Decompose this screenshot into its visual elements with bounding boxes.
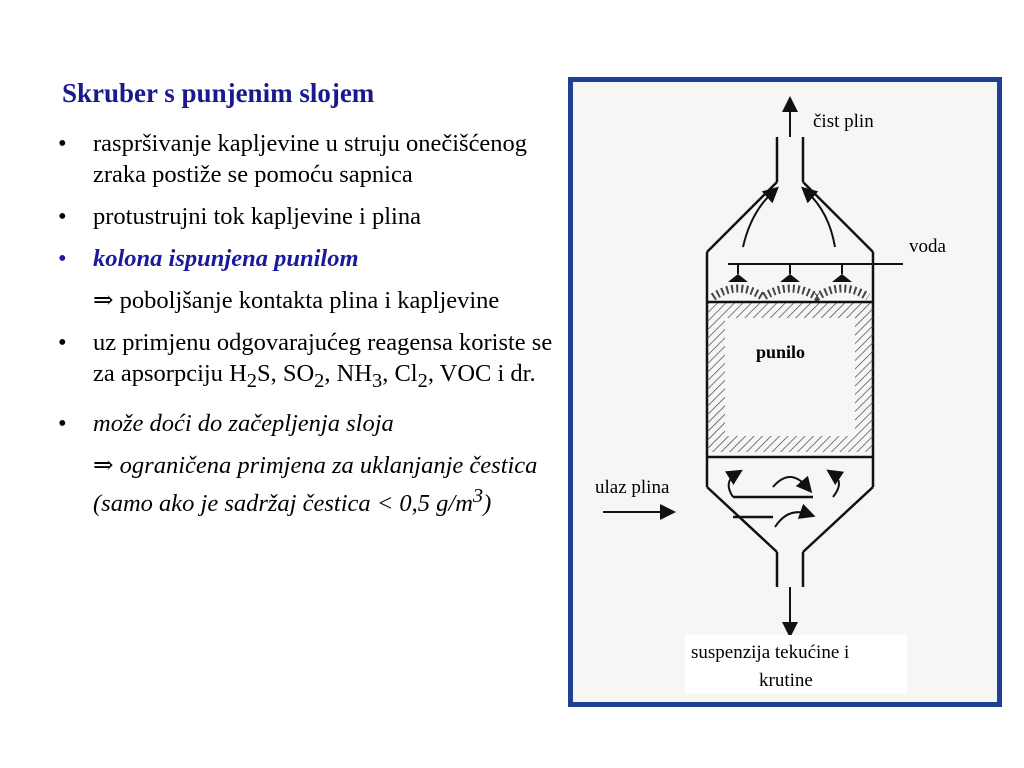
bullet-icon: • [58, 245, 67, 272]
bullet-text: protustrujni tok kapljevine i plina [93, 203, 421, 230]
bullet-text: raspršivanje kapljevine u struju onečišćenog zraka postiže se pomoću sapnica [93, 130, 528, 188]
slurry-label-line1: suspenzija tekućine i [691, 642, 850, 663]
bullet-text: uz primjenu odgovarajućeg reagensa koriste se za apsorpciju [93, 329, 553, 387]
bullet-item [58, 128, 558, 190]
bullet-text: može doći do začepljenja sloja [93, 409, 394, 437]
bullet-icon: • [58, 329, 67, 356]
water-label: voda [909, 236, 946, 257]
sub-text: ograničena primjena za uklanjanje čestica (samo ako je sadržaj čestica < 0,5 g/m [93, 451, 538, 518]
implies-arrow-icon: ⇒ [93, 287, 114, 314]
spray-mist [713, 289, 868, 298]
bullet-item-highlight [58, 243, 558, 274]
bullet-icon: • [58, 203, 67, 230]
bullet-list [58, 128, 558, 530]
bullet-text: kolona ispunjena punilom [93, 245, 359, 272]
gas-inlet [733, 497, 813, 517]
scrubber-diagram [573, 82, 997, 702]
spray-nozzles [728, 274, 852, 282]
slide-title: Skruber s punjenim slojem [62, 78, 375, 108]
bullet-icon: • [58, 409, 67, 437]
scrubber-diagram-frame [568, 77, 1002, 707]
slurry-label-line2: krutine [759, 670, 813, 691]
bullet-item [58, 201, 558, 232]
gas-inlet-label: ulaz plina [595, 477, 670, 498]
clean-gas-label: čist plin [813, 111, 874, 132]
sub-text: poboljšanje kontakta plina i kapljevine [119, 287, 500, 314]
bullet-item [58, 327, 558, 397]
formula: $H_2S$, $SO_2$, $NH_3$, $Cl_2$, VOC i dr. [229, 360, 536, 392]
bullet-item [58, 408, 558, 439]
implies-arrow-icon: ⇒ [93, 451, 114, 479]
water-inlet [728, 264, 903, 274]
bullet-icon: • [58, 130, 67, 157]
packing-label: punilo [756, 342, 806, 362]
sub-item [58, 285, 558, 316]
sub-item: ⇒ ograničena primjena za uklanjanje čestica (samo ako je sadržaj čestica < 0,5 $g/m^3$) [93, 451, 538, 518]
packing-bed [707, 302, 873, 452]
